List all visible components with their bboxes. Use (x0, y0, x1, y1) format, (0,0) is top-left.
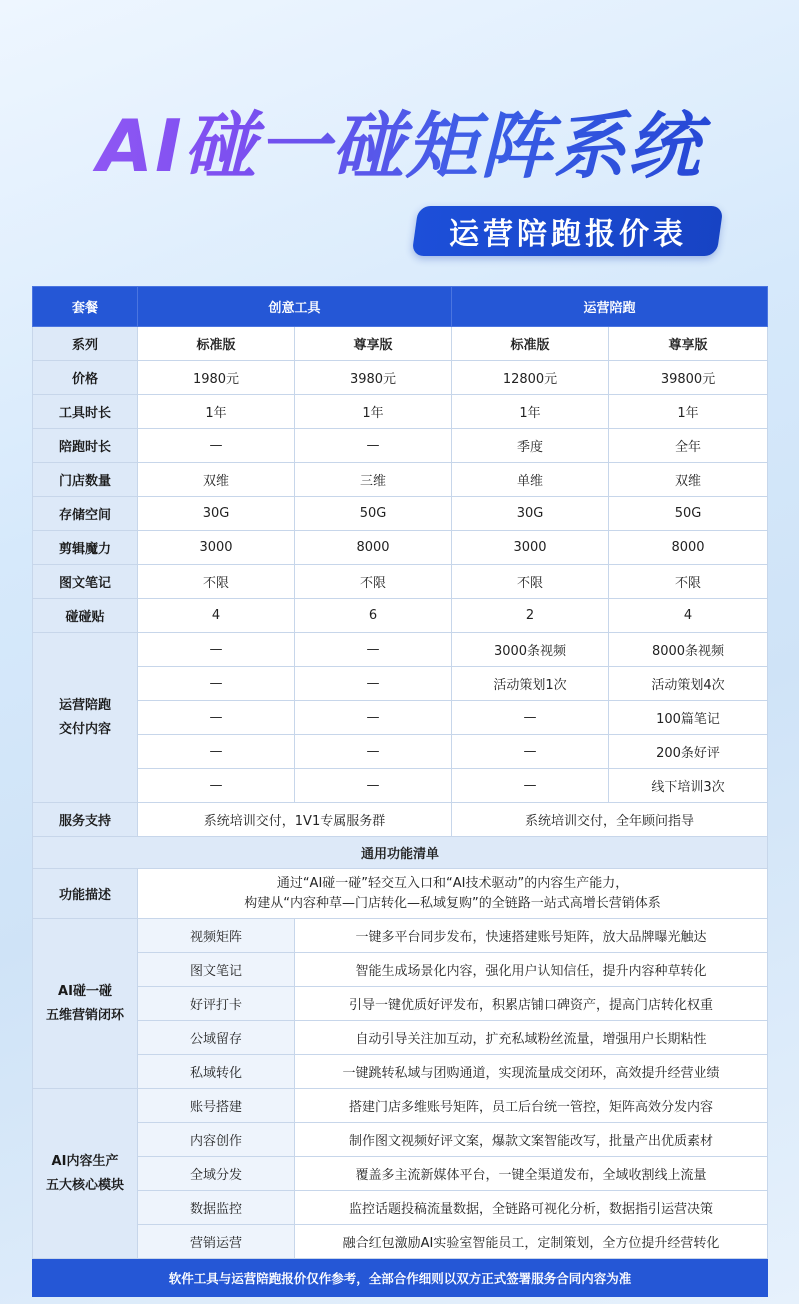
row-value: 50G (295, 497, 452, 531)
delivery-value: — (138, 769, 295, 803)
loop-item-desc: 一键多平台同步发布，快速搭建账号矩阵，放大品牌曝光触达 (295, 919, 768, 953)
row-value: 双维 (609, 463, 768, 497)
core-label-line: 五大核心模块 (45, 1177, 124, 1193)
row-value: 双维 (138, 463, 295, 497)
delivery-value: 3000条视频 (452, 633, 609, 667)
delivery-value: 200条好评 (609, 735, 768, 769)
delivery-value: — (295, 701, 452, 735)
function-row (33, 869, 768, 919)
delivery-value: — (452, 735, 609, 769)
core-label (33, 1089, 138, 1259)
loop-row (33, 987, 768, 1021)
core-item-desc: 制作图文视频好评文案，爆款文案智能改写，批量产出优质素材 (295, 1123, 768, 1157)
loop-rows (33, 919, 768, 1089)
delivery-value: 线下培训3次 (609, 769, 768, 803)
spec-rows (33, 361, 768, 633)
service-label: 服务支持 (33, 803, 138, 837)
series-label: 系列 (33, 327, 138, 361)
delivery-row (33, 701, 768, 735)
delivery-value: — (295, 735, 452, 769)
row-value: — (138, 429, 295, 463)
row-value: 1年 (295, 395, 452, 429)
row-label: 门店数量 (33, 463, 138, 497)
loop-row (33, 1021, 768, 1055)
service-operation: 系统培训交付，全年顾问指导 (452, 803, 768, 837)
delivery-value: — (295, 633, 452, 667)
delivery-value: 活动策划1次 (452, 667, 609, 701)
delivery-value: — (138, 633, 295, 667)
core-row (33, 1191, 768, 1225)
core-row (33, 1157, 768, 1191)
loop-label-line: AI碰一碰 (58, 983, 112, 999)
spec-row (33, 599, 768, 633)
header-package: 套餐 (33, 287, 138, 327)
spec-row (33, 395, 768, 429)
series-row (33, 327, 768, 361)
core-item-desc: 监控话题投稿流量数据，全链路可视化分析，数据指引运营决策 (295, 1191, 768, 1225)
row-value: 不限 (452, 565, 609, 599)
core-rows (33, 1089, 768, 1259)
core-item-name: 数据监控 (138, 1191, 295, 1225)
delivery-value: 100篇笔记 (609, 701, 768, 735)
spec-row (33, 463, 768, 497)
loop-row (33, 919, 768, 953)
delivery-value: — (138, 701, 295, 735)
loop-label-line: 五维营销闭环 (45, 1007, 124, 1023)
delivery-value: — (295, 667, 452, 701)
common-title: 通用功能清单 (33, 837, 768, 869)
row-label: 剪辑魔力 (33, 531, 138, 565)
core-item-desc: 搭建门店多维账号矩阵，员工后台统一管控，矩阵高效分发内容 (295, 1089, 768, 1123)
row-value: 50G (609, 497, 768, 531)
series-cell: 尊享版 (609, 327, 768, 361)
delivery-value: — (138, 667, 295, 701)
delivery-value: — (452, 769, 609, 803)
delivery-row (33, 735, 768, 769)
series-cell: 标准版 (138, 327, 295, 361)
loop-item-name: 好评打卡 (138, 987, 295, 1021)
function-label: 功能描述 (33, 869, 138, 919)
row-value: 3000 (138, 531, 295, 565)
delivery-label-line: 运营陪跑 (58, 697, 111, 713)
subtitle-badge (411, 206, 723, 256)
row-value: 全年 (609, 429, 768, 463)
row-value: 三维 (295, 463, 452, 497)
function-description (138, 869, 768, 919)
loop-item-name: 公域留存 (138, 1021, 295, 1055)
loop-item-desc: 智能生成场景化内容，强化用户认知信任，提升内容种草转化 (295, 953, 768, 987)
loop-item-desc: 自动引导关注加互动，扩充私域粉丝流量，增强用户长期粘性 (295, 1021, 768, 1055)
core-row (33, 1123, 768, 1157)
core-item-name: 全域分发 (138, 1157, 295, 1191)
row-value: 1年 (609, 395, 768, 429)
row-value: 不限 (138, 565, 295, 599)
delivery-row (33, 667, 768, 701)
series-cell: 标准版 (452, 327, 609, 361)
row-label: 碰碰贴 (33, 599, 138, 633)
delivery-value: 8000条视频 (609, 633, 768, 667)
row-value: 2 (452, 599, 609, 633)
footer-row (33, 1259, 768, 1297)
loop-item-name: 视频矩阵 (138, 919, 295, 953)
spec-row (33, 497, 768, 531)
row-value: 8000 (295, 531, 452, 565)
subtitle-text: 运营陪跑报价表 (448, 217, 687, 252)
loop-item-desc: 引导一键优质好评发布，积累店铺口碑资产，提高门店转化权重 (295, 987, 768, 1021)
core-row (33, 1225, 768, 1259)
row-value: 30G (452, 497, 609, 531)
row-value: 不限 (609, 565, 768, 599)
row-value: 单维 (452, 463, 609, 497)
core-item-name: 内容创作 (138, 1123, 295, 1157)
delivery-label (33, 633, 138, 803)
loop-item-name: 图文笔记 (138, 953, 295, 987)
table-header-row (33, 287, 768, 327)
footer-note: 软件工具与运营陪跑报价仅作参考，全部合作细则以双方正式签署服务合同内容为准 (33, 1259, 768, 1297)
row-value: 3000 (452, 531, 609, 565)
common-title-row (33, 837, 768, 869)
loop-row (33, 1055, 768, 1089)
core-item-desc: 覆盖多主流新媒体平台，一键全渠道发布，全域收割线上流量 (295, 1157, 768, 1191)
delivery-label-line: 交付内容 (58, 721, 111, 737)
row-value: 不限 (295, 565, 452, 599)
row-value: 1年 (452, 395, 609, 429)
row-label: 价格 (33, 361, 138, 395)
row-value: 39800元 (609, 361, 768, 395)
delivery-rows (33, 633, 768, 803)
header (0, 0, 799, 286)
delivery-value: — (295, 769, 452, 803)
core-label-line: AI内容生产 (51, 1153, 119, 1169)
core-item-name: 营销运营 (138, 1225, 295, 1259)
core-row (33, 1089, 768, 1123)
row-label: 工具时长 (33, 395, 138, 429)
delivery-value: 活动策划4次 (609, 667, 768, 701)
service-row (33, 803, 768, 837)
spec-row (33, 531, 768, 565)
row-value: 1年 (138, 395, 295, 429)
delivery-value: — (138, 735, 295, 769)
row-label: 图文笔记 (33, 565, 138, 599)
row-label: 陪跑时长 (33, 429, 138, 463)
delivery-row (33, 633, 768, 667)
row-value: 4 (609, 599, 768, 633)
spec-row (33, 565, 768, 599)
row-label: 存储空间 (33, 497, 138, 531)
row-value: — (295, 429, 452, 463)
delivery-value: — (452, 701, 609, 735)
row-value: 30G (138, 497, 295, 531)
delivery-row (33, 769, 768, 803)
header-operation: 运营陪跑 (452, 287, 768, 327)
function-line-2: 构建从“内容种草—门店转化—私域复购”的全链路一站式高增长营销体系 (244, 895, 661, 911)
main-title: AI碰一碰矩阵系统 (0, 88, 799, 192)
spec-row (33, 429, 768, 463)
series-cell: 尊享版 (295, 327, 452, 361)
row-value: 3980元 (295, 361, 452, 395)
loop-row (33, 953, 768, 987)
row-value: 1980元 (138, 361, 295, 395)
row-value: 4 (138, 599, 295, 633)
row-value: 季度 (452, 429, 609, 463)
loop-label (33, 919, 138, 1089)
function-line-1: 通过“AI碰一碰”轻交互入口和“AI技术驱动”的内容生产能力， (276, 875, 629, 891)
row-value: 8000 (609, 531, 768, 565)
service-creative: 系统培训交付，1V1专属服务群 (138, 803, 452, 837)
core-item-name: 账号搭建 (138, 1089, 295, 1123)
row-value: 12800元 (452, 361, 609, 395)
loop-item-name: 私域转化 (138, 1055, 295, 1089)
row-value: 6 (295, 599, 452, 633)
core-item-desc: 融合红包激励AI实验室智能员工，定制策划，全方位提升经营转化 (295, 1225, 768, 1259)
loop-item-desc: 一键跳转私域与团购通道，实现流量成交闭环，高效提升经营业绩 (295, 1055, 768, 1089)
price-table (32, 286, 768, 1297)
spec-row (33, 361, 768, 395)
header-creative: 创意工具 (138, 287, 452, 327)
